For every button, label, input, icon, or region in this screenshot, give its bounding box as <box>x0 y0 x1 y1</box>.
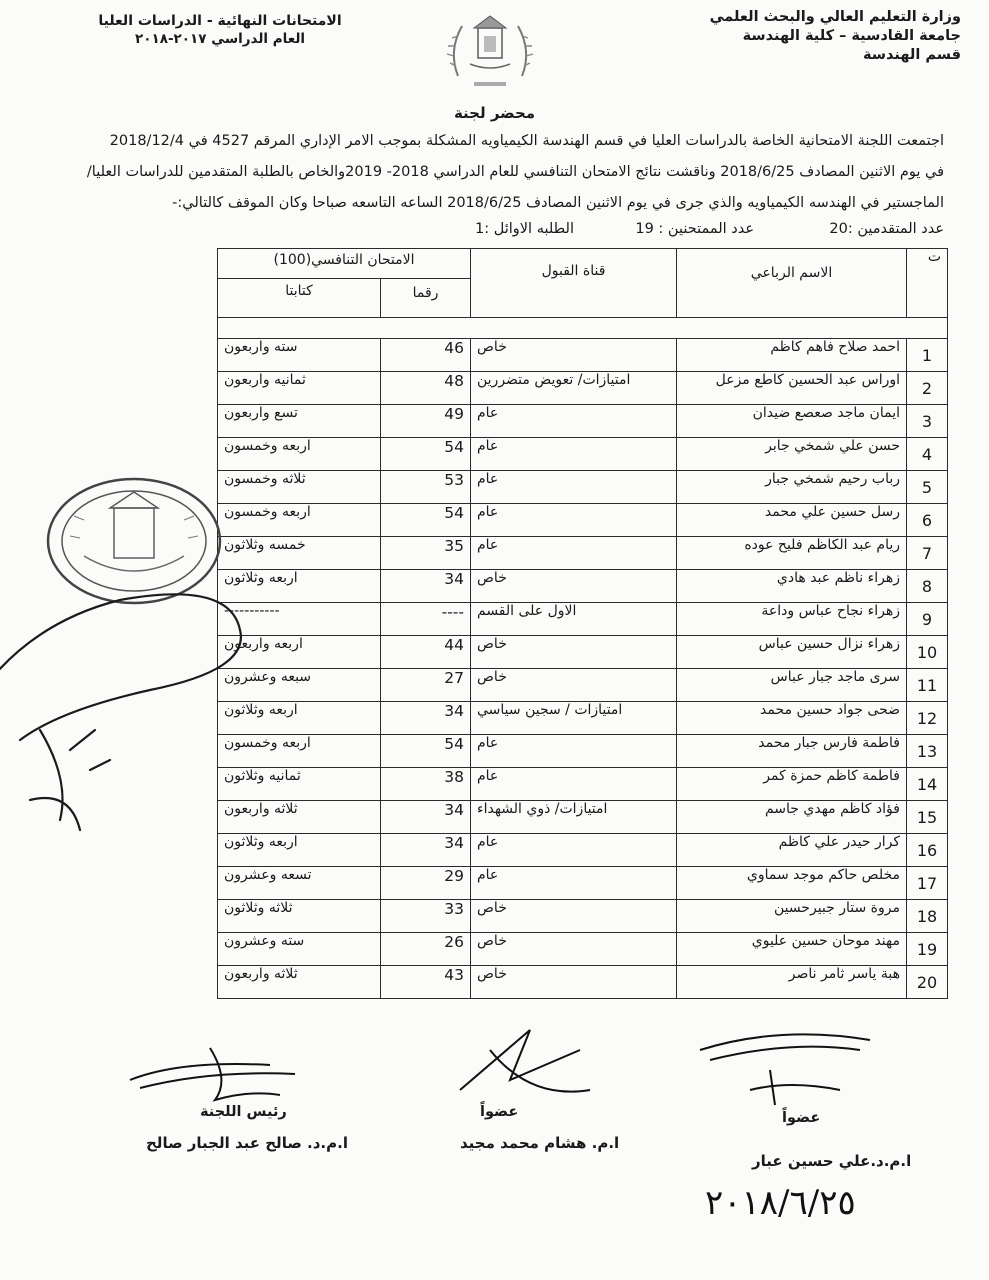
score-words: ثمانيه واربعون <box>218 372 381 405</box>
minutes-paragraph <box>24 126 944 219</box>
exam-header <box>40 12 400 48</box>
row-number: 3 <box>907 405 948 438</box>
results-table <box>217 248 948 999</box>
academic-year: العام الدراسي ٢٠١٧-٢٠١٨ <box>134 31 306 47</box>
admission-channel: خاص <box>471 636 677 669</box>
row-number: 8 <box>907 570 948 603</box>
member2-role-label: عضواً <box>782 1110 821 1126</box>
score-words: تسعه وعشرون <box>218 867 381 900</box>
score-words: ثلاثه وثلاثون <box>218 900 381 933</box>
col-header-name: الاسم الرباعي <box>677 249 907 318</box>
row-number: 13 <box>907 735 948 768</box>
table-row <box>218 570 948 603</box>
row-number: 14 <box>907 768 948 801</box>
row-number: 12 <box>907 702 948 735</box>
row-number: 5 <box>907 471 948 504</box>
table-row <box>218 735 948 768</box>
admission-channel: خاص <box>471 966 677 999</box>
student-name: زهراء ناظم عبد هادي <box>677 570 907 603</box>
admission-channel: عام <box>471 537 677 570</box>
score-words: اربعه وثلاثون <box>218 702 381 735</box>
table-row <box>218 504 948 537</box>
paragraph-line: الماجستير في الهندسه الكيمياويه والذي جرى في يوم الاثنين المصادف 2018/6/25 الساعه التاسعه صباحا وكان الموقف كالتالي:- <box>172 195 944 211</box>
table-row <box>218 867 948 900</box>
table-row <box>218 834 948 867</box>
student-name: فؤاد كاظم مهدي جاسم <box>677 801 907 834</box>
student-name: فاطمة كاظم حمزة كمر <box>677 768 907 801</box>
admission-channel: خاص <box>471 933 677 966</box>
ministry-header <box>641 8 961 65</box>
score-digits: 54 <box>381 735 471 768</box>
member2-name: ا.م.د.علي حسين عبار <box>752 1152 912 1170</box>
score-words: سبعه وعشرون <box>218 669 381 702</box>
chair-name: ا.م.د. صالح عبد الجبار صالح <box>146 1134 348 1152</box>
col-header-exam: الامتحان التنافسي(100) <box>218 249 471 279</box>
score-digits: 34 <box>381 801 471 834</box>
student-name: مروة ستار جبيرحسين <box>677 900 907 933</box>
student-name: ايمان ماجد صعصع ضيدان <box>677 405 907 438</box>
member2-signature-scribble <box>690 1030 890 1110</box>
table-row <box>218 702 948 735</box>
score-words: اربعه وخمسون <box>218 504 381 537</box>
score-digits: 46 <box>381 339 471 372</box>
admission-channel: الاول على القسم <box>471 603 677 636</box>
row-number: 1 <box>907 339 948 372</box>
admission-channel: عام <box>471 768 677 801</box>
score-words: سته وعشرون <box>218 933 381 966</box>
document-title: محضر لجنة <box>453 104 536 122</box>
student-name: ريام عبد الكاظم فليح عوده <box>677 537 907 570</box>
score-digits: 54 <box>381 504 471 537</box>
student-name: ضحى جواد حسين محمد <box>677 702 907 735</box>
paragraph-line: اجتمعت اللجنة الامتحانية الخاصة بالدراسات العليا في قسم الهندسة الكيمياويه المشكلة بموجب الامر الإداري المرقم 4527 في 2018/12/4 <box>109 133 944 149</box>
col-header-number: ت <box>907 249 948 318</box>
admission-channel: خاص <box>471 570 677 603</box>
student-name: فاطمة فارس جبار محمد <box>677 735 907 768</box>
table-row <box>218 372 948 405</box>
score-digits: 33 <box>381 900 471 933</box>
score-digits: ---- <box>381 603 471 636</box>
admission-channel: امتيازات/ ذوي الشهداء <box>471 801 677 834</box>
student-name: زهراء نزال حسين عباس <box>677 636 907 669</box>
student-name: مخلص حاكم موجد سماوي <box>677 867 907 900</box>
table-row <box>218 768 948 801</box>
score-digits: 29 <box>381 867 471 900</box>
student-name: مهند موحان حسين عليوي <box>677 933 907 966</box>
counts-line <box>44 221 944 247</box>
exam-title: الامتحانات النهائية - الدراسات العليا <box>98 13 342 29</box>
admission-channel: عام <box>471 405 677 438</box>
score-digits: 26 <box>381 933 471 966</box>
table-row <box>218 405 948 438</box>
score-words: خمسه وثلاثون <box>218 537 381 570</box>
student-name: هبة ياسر ثامر ناصر <box>677 966 907 999</box>
score-digits: 44 <box>381 636 471 669</box>
score-words: اربعه وخمسون <box>218 735 381 768</box>
score-words: اربعه وخمسون <box>218 438 381 471</box>
university-name: جامعة القادسية – كلية الهندسة <box>742 28 961 44</box>
row-number: 9 <box>907 603 948 636</box>
score-words: ----------- <box>218 603 381 636</box>
score-digits: 34 <box>381 570 471 603</box>
row-number: 20 <box>907 966 948 999</box>
ministry-name: وزارة التعليم العالي والبحث العلمي <box>709 9 961 25</box>
admission-channel: عام <box>471 471 677 504</box>
chair-role-label: رئيس اللجنة <box>200 1104 287 1120</box>
row-number: 4 <box>907 438 948 471</box>
score-digits: 53 <box>381 471 471 504</box>
row-number: 17 <box>907 867 948 900</box>
table-row <box>218 966 948 999</box>
admission-channel: خاص <box>471 900 677 933</box>
student-name: زهراء نجاح عباس وداعة <box>677 603 907 636</box>
score-digits: 35 <box>381 537 471 570</box>
applicants-count: عدد المتقدمين :20 <box>829 221 944 237</box>
table-row <box>218 438 948 471</box>
margin-signature-scribble <box>0 560 260 860</box>
row-number: 10 <box>907 636 948 669</box>
row-number: 6 <box>907 504 948 537</box>
score-digits: 38 <box>381 768 471 801</box>
row-number: 18 <box>907 900 948 933</box>
university-logo <box>440 6 540 98</box>
score-words: ثمانيه وثلاثون <box>218 768 381 801</box>
row-number: 19 <box>907 933 948 966</box>
score-words: تسع واربعون <box>218 405 381 438</box>
col-header-channel: قناة القبول <box>471 249 677 318</box>
score-words: اربعه وثلاثون <box>218 834 381 867</box>
row-number: 16 <box>907 834 948 867</box>
row-number: 15 <box>907 801 948 834</box>
row-number: 7 <box>907 537 948 570</box>
member1-role-label: عضواً <box>480 1104 519 1120</box>
admission-channel: عام <box>471 504 677 537</box>
member1-signature-scribble <box>450 1020 600 1110</box>
examinees-count: عدد الممتحنين : 19 <box>635 221 754 237</box>
member1-name: ا.م. هشام محمد مجيد <box>460 1134 620 1152</box>
score-words: اربعه وثلاثون <box>218 570 381 603</box>
table-row <box>218 537 948 570</box>
admission-channel: خاص <box>471 339 677 372</box>
admission-channel: خاص <box>471 669 677 702</box>
table-row <box>218 669 948 702</box>
table-row <box>218 603 948 636</box>
table-row <box>218 933 948 966</box>
score-words: ثلاثه واربعون <box>218 966 381 999</box>
top-students-count: الطلبه الاوائل :1 <box>475 221 574 237</box>
score-words: ثلاثه واربعون <box>218 801 381 834</box>
score-digits: 48 <box>381 372 471 405</box>
department-name: قسم الهندسة <box>862 47 961 63</box>
col-header-digits: رقما <box>381 279 471 318</box>
handwritten-date: ٢٠١٨/٦/٢٥ <box>705 1183 856 1223</box>
score-digits: 34 <box>381 834 471 867</box>
table-body <box>218 339 948 999</box>
admission-channel: عام <box>471 735 677 768</box>
score-digits: 27 <box>381 669 471 702</box>
score-digits: 43 <box>381 966 471 999</box>
score-digits: 34 <box>381 702 471 735</box>
student-name: رسل حسين علي محمد <box>677 504 907 537</box>
student-name: رباب رحيم شمخي جبار <box>677 471 907 504</box>
chair-signature-scribble <box>120 1040 310 1110</box>
student-name: اوراس عبد الحسين كاطع مزعل <box>677 372 907 405</box>
table-row <box>218 471 948 504</box>
table-row <box>218 636 948 669</box>
admission-channel: امتيازات / سجين سياسي <box>471 702 677 735</box>
admission-channel: عام <box>471 834 677 867</box>
admission-channel: عام <box>471 867 677 900</box>
score-digits: 54 <box>381 438 471 471</box>
admission-channel: عام <box>471 438 677 471</box>
student-name: حسن علي شمخي جابر <box>677 438 907 471</box>
table-row <box>218 801 948 834</box>
paragraph-line: في يوم الاثنين المصادف 2018/6/25 وناقشت نتائج الامتحان التنافسي للعام الدراسي 2018- 2019والخاص بالطلبة المتقدمين للدراسات العليا/ <box>86 164 944 180</box>
score-words: اربعه واربعون <box>218 636 381 669</box>
table-row <box>218 900 948 933</box>
header-spacer <box>218 318 948 339</box>
row-number: 2 <box>907 372 948 405</box>
student-name: كرار حيدر علي كاظم <box>677 834 907 867</box>
admission-channel: امتيازات/ تعويض متضررين <box>471 372 677 405</box>
row-number: 11 <box>907 669 948 702</box>
student-name: احمد صلاح فاهم كاظم <box>677 339 907 372</box>
col-header-words: كتابتا <box>218 279 381 318</box>
score-words: سته واربعون <box>218 339 381 372</box>
score-digits: 49 <box>381 405 471 438</box>
student-name: سرى ماجد جبار عباس <box>677 669 907 702</box>
table-row <box>218 339 948 372</box>
score-words: ثلاثه وخمسون <box>218 471 381 504</box>
